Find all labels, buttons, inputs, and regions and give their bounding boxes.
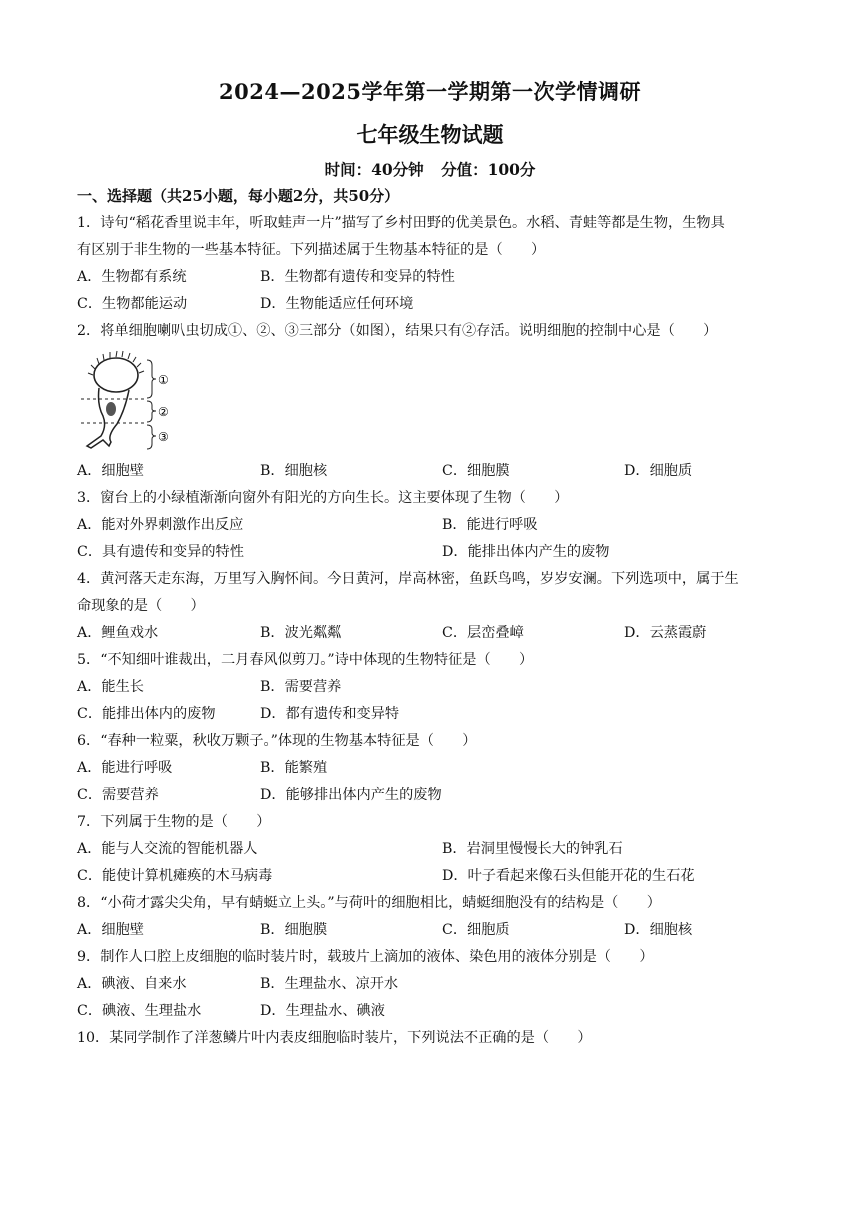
option-c: C．细胞膜 <box>442 463 510 479</box>
question-text: 命现象的是（ ） <box>77 598 205 614</box>
option-b: B．生理盐水、凉开水 <box>260 976 399 992</box>
option-a: A．能与人交流的智能机器人 <box>77 841 258 857</box>
option-a: A．碘液、自来水 <box>77 976 187 992</box>
option-d: D．生物能适应任何环境 <box>260 296 414 312</box>
option-c: C．细胞质 <box>442 922 510 938</box>
option-b: B．波光粼粼 <box>260 625 342 641</box>
option-c: C．需要营养 <box>77 787 159 803</box>
option-a: A．鲤鱼戏水 <box>77 625 159 641</box>
question-text: 6．“春种一粒粟，秋收万颗子。”体现的生物基本特征是（ ） <box>77 733 477 749</box>
option-d: D．细胞核 <box>624 922 693 938</box>
option-d: D．叶子看起来像石头但能开花的生石花 <box>442 868 695 884</box>
option-d: D．都有遗传和变异特 <box>260 706 400 722</box>
option-c: C．层峦叠嶂 <box>442 625 524 641</box>
exam-info <box>0 158 860 180</box>
question-text: 1．诗句“稻花香里说丰年，听取蛙声一片”描写了乡村田野的优美景色。水稻、青蛙等都是生物，生物具 <box>77 215 725 231</box>
stentor-diagram <box>77 350 177 454</box>
option-a: A．能生长 <box>77 679 144 695</box>
exam-time: 时间：40分钟 <box>324 160 424 179</box>
option-d: D．能排出体内产生的废物 <box>442 544 610 560</box>
option-b: B．能进行呼吸 <box>442 517 538 533</box>
option-d: D．云蒸霞蔚 <box>624 625 707 641</box>
option-c: C．具有遗传和变异的特性 <box>77 544 244 560</box>
option-a: A．生物都有系统 <box>77 269 187 285</box>
exam-subtitle: 七年级生物试题 <box>356 122 504 147</box>
question-text: 9．制作人口腔上皮细胞的临时装片时，载玻片上滴加的液体、染色用的液体分别是（ ） <box>77 949 654 965</box>
question-text: 2．将单细胞喇叭虫切成①、②、③三部分（如图），结果只有②存活。说明细胞的控制中心是（ ） <box>77 323 718 339</box>
option-b: B．岩洞里慢慢长大的钟乳石 <box>442 841 623 857</box>
question-text: 10．某同学制作了洋葱鳞片叶内表皮细胞临时装片，下列说法不正确的是（ ） <box>77 1030 592 1046</box>
option-a: A．能进行呼吸 <box>77 760 173 776</box>
option-d: D．细胞质 <box>624 463 693 479</box>
option-b: B．需要营养 <box>260 679 342 695</box>
option-b: B．细胞膜 <box>260 922 328 938</box>
option-b: B．生物都有遗传和变异的特性 <box>260 269 455 285</box>
figure-label-3: ③ <box>158 430 169 444</box>
option-a: A．能对外界刺激作出反应 <box>77 517 244 533</box>
exam-title: 2024—2025学年第一学期第一次学情调研 <box>219 79 641 104</box>
option-b: B．细胞核 <box>260 463 328 479</box>
question-text: 8．“小荷才露尖尖角，早有蜻蜓立上头。”与荷叶的细胞相比，蜻蜓细胞没有的结构是（ ） <box>77 895 661 911</box>
exam-score: 分值：100分 <box>441 160 536 179</box>
question-text: 有区别于非生物的一些基本特征。下列描述属于生物基本特征的是（ ） <box>77 242 546 258</box>
option-c: C．能排出体内的废物 <box>77 706 216 722</box>
question-text: 4．黄河落天走东海，万里写入胸怀间。今日黄河，岸高林密，鱼跃鸟鸣，岁岁安澜。下列选项中，属于生 <box>77 571 739 587</box>
question-text: 7．下列属于生物的是（ ） <box>77 814 271 830</box>
option-a: A．细胞壁 <box>77 463 144 479</box>
option-a: A．细胞壁 <box>77 922 144 938</box>
option-c: C．生物都能运动 <box>77 296 188 312</box>
figure-label-2: ② <box>158 405 169 419</box>
question-text: 3．窗台上的小绿植渐渐向窗外有阳光的方向生长。这主要体现了生物（ ） <box>77 490 569 506</box>
option-c: C．碘液、生理盐水 <box>77 1003 202 1019</box>
option-b: B．能繁殖 <box>260 760 328 776</box>
question-text: 5．“不知细叶谁裁出，二月春风似剪刀。”诗中体现的生物特征是（ ） <box>77 652 534 668</box>
option-c: C．能使计算机瘫痪的木马病毒 <box>77 868 273 884</box>
option-d: D．生理盐水、碘液 <box>260 1003 385 1019</box>
option-d: D．能够排出体内产生的废物 <box>260 787 442 803</box>
section-heading: 一、选择题（共25小题，每小题2分，共50分） <box>77 187 400 205</box>
stentor-diagram-svg <box>77 350 177 454</box>
figure-label-1: ① <box>158 373 169 387</box>
